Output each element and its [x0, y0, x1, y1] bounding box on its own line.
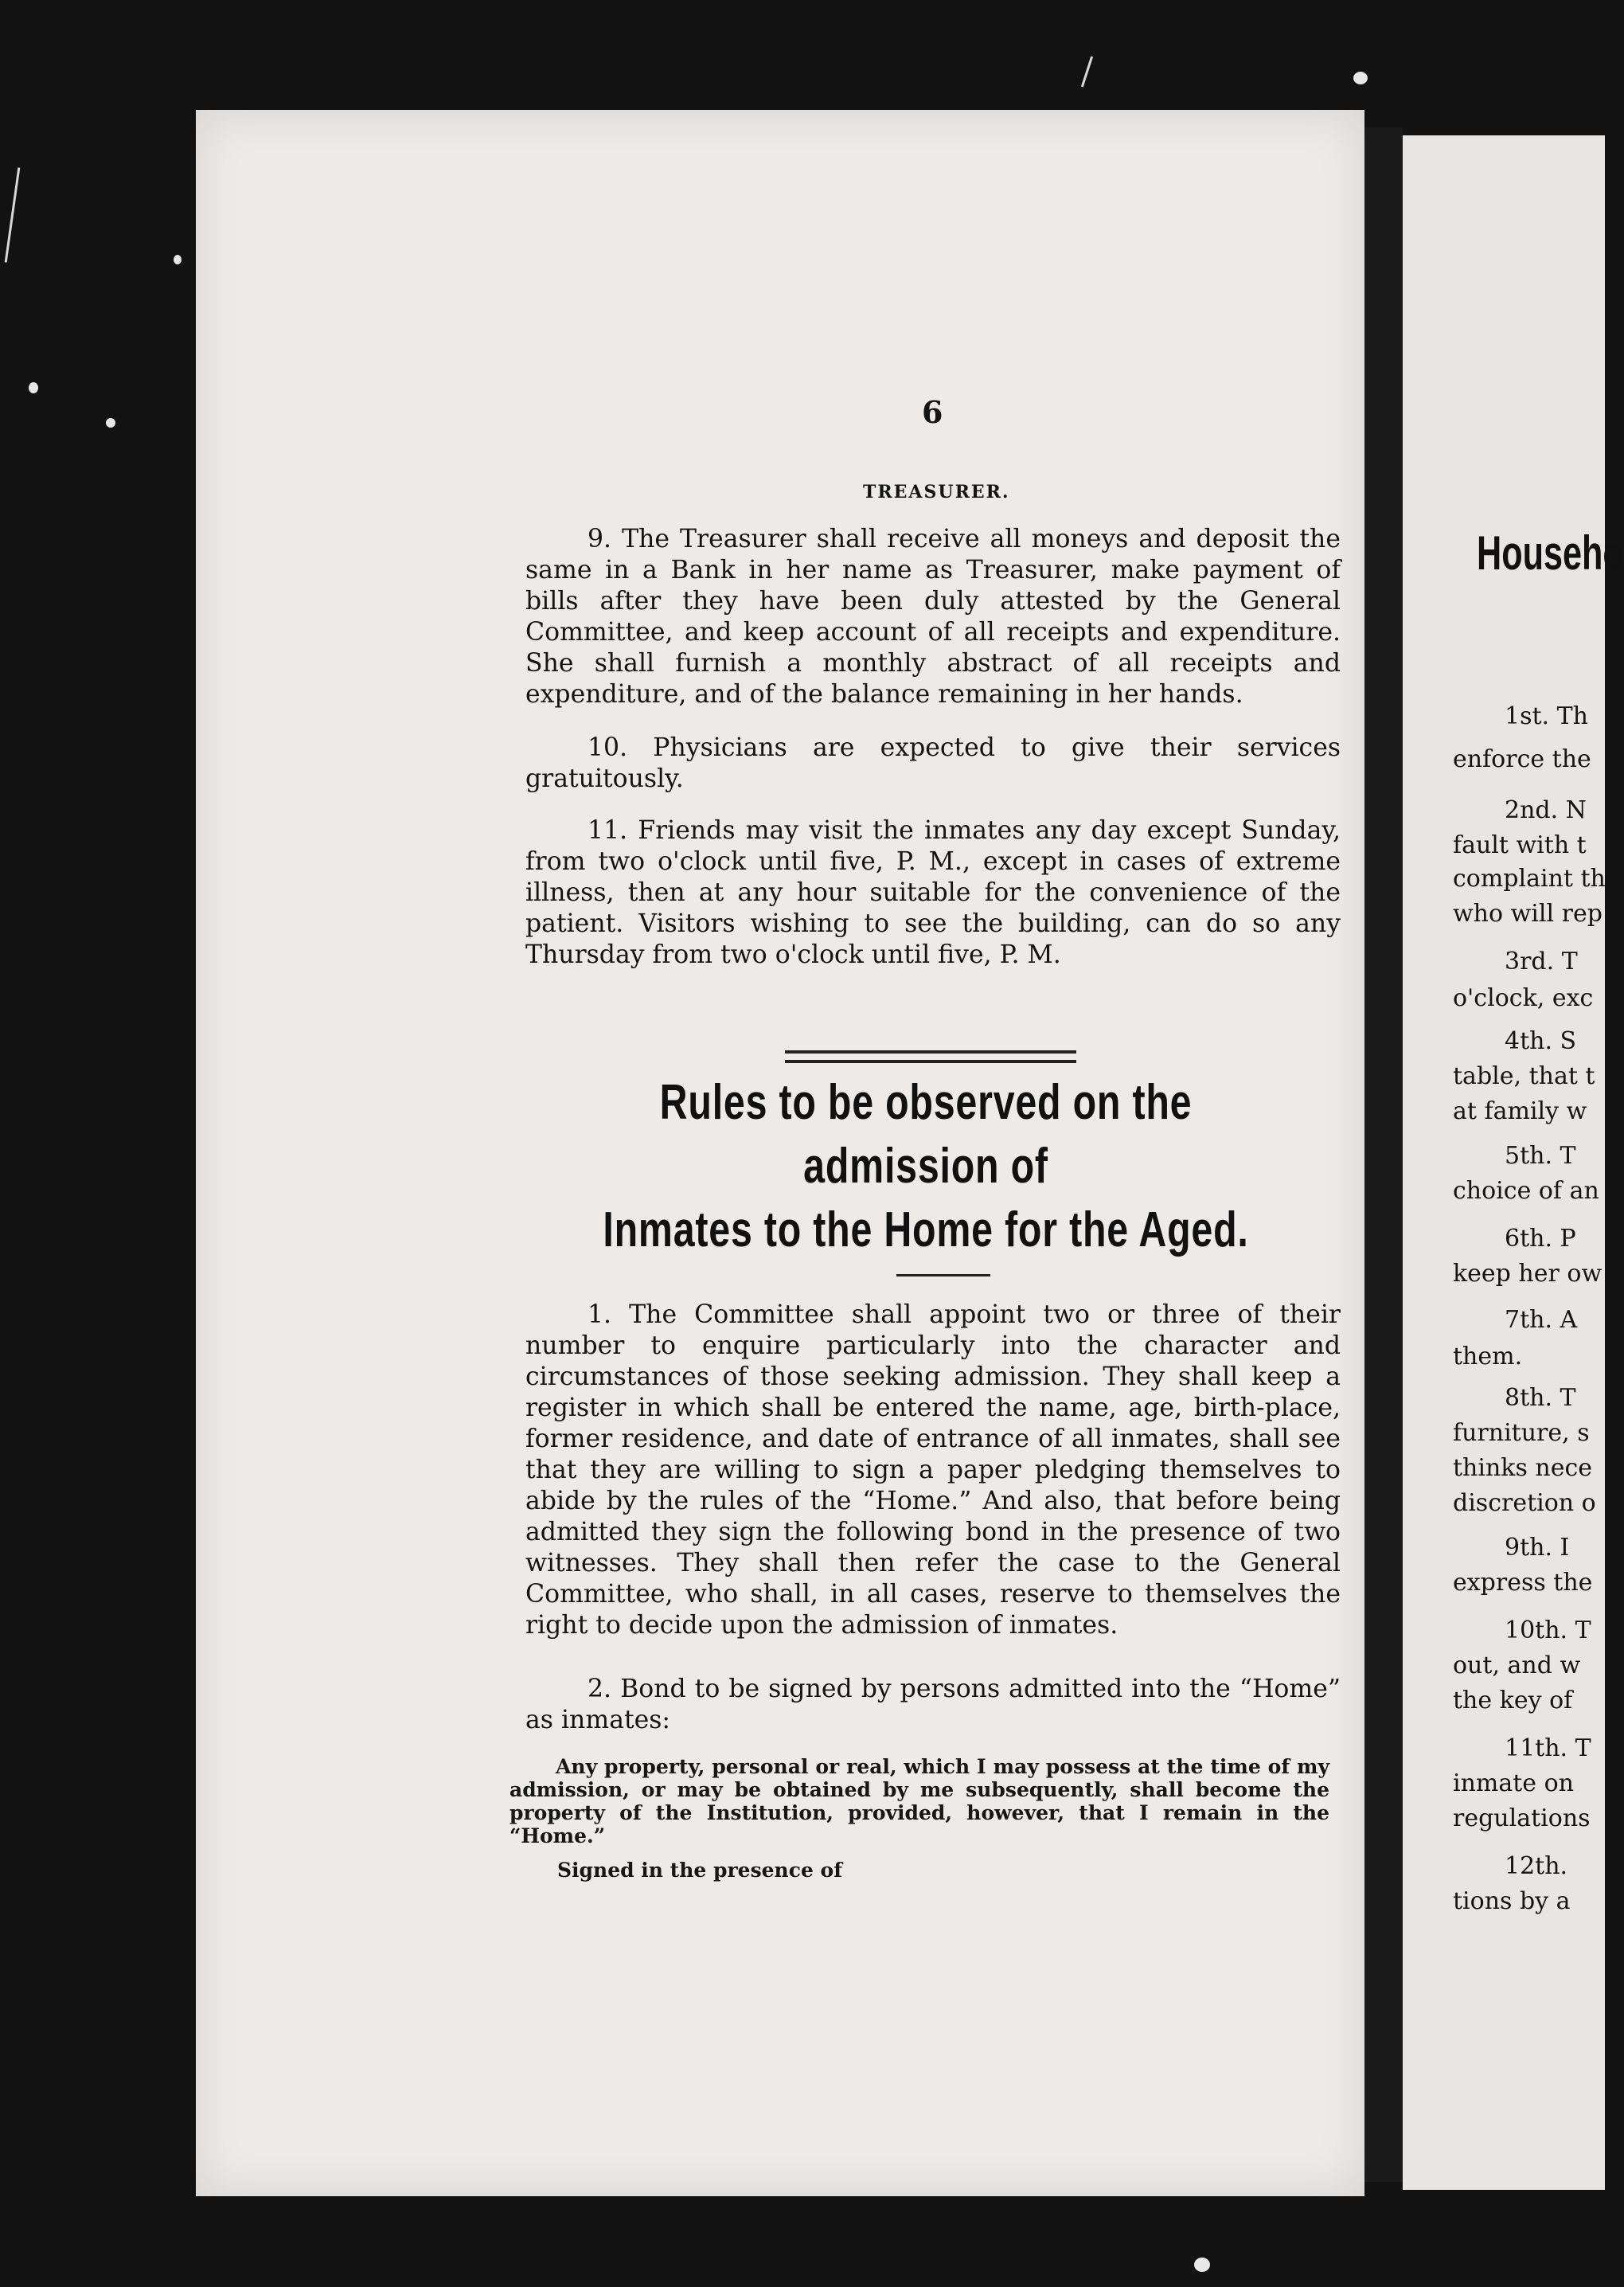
- right-page-line: 5th. T: [1505, 1142, 1576, 1170]
- right-page-line: 12th.: [1505, 1852, 1568, 1880]
- paragraph-9-treasurer: 9. The Treasurer shall receive all moneys and deposit the same in a Bank in her name as Treasurer, make payment of bills after they have been duly attested by the General Committee, and keep account of all receipts and expenditure. She shall furnish a monthly abstract of all receipts and expenditure, and of the balance remaining in her hands.: [525, 525, 1341, 709]
- right-page-line: 8th. T: [1505, 1384, 1576, 1412]
- right-page-line: 1st. Th: [1505, 702, 1588, 730]
- right-page-line: 7th. A: [1505, 1306, 1578, 1334]
- paragraph-10-physicians: 10. Physicians are expected to give their services gratuitously.: [525, 733, 1341, 793]
- scan-artifact-line: [1081, 57, 1093, 88]
- right-page-line: at family w: [1453, 1097, 1587, 1125]
- right-page-line: 2nd. N: [1505, 796, 1587, 824]
- right-page-line: 4th. S: [1505, 1027, 1577, 1055]
- page-number: 6: [922, 394, 943, 430]
- right-page-heading-fragment: Househo: [1477, 526, 1624, 580]
- scan-speck: [174, 255, 182, 264]
- paragraph-11-visitors: 11. Friends may visit the inmates any day except Sunday, from two o'clock until five, P. M., except in cases of extreme illness, then at any hour suitable for the convenience of the patient. Visitors wishing to see the building, can do so any Thursday from two o'clock until five, P. M.: [525, 816, 1341, 969]
- rules-title-line-1: Rules to be observed on the admission of: [659, 1075, 1193, 1194]
- section-heading-treasurer: TREASURER.: [863, 482, 1010, 502]
- right-page-line: choice of an: [1453, 1177, 1599, 1205]
- right-page-line: them.: [1453, 1343, 1523, 1370]
- scan-artifact-line: [5, 167, 21, 262]
- scan-speck: [106, 418, 115, 428]
- right-page-line: out, and w: [1453, 1652, 1581, 1679]
- rule-1-committee: 1. The Committee shall appoint two or three of their number to enquire particularly into the character and circumstances of those seeking admission. They shall keep a register in which shall be entered the name, age, birth-place, former residence, and date of entrance of all inmates, shall see that they are willing to sign a paper pledging themselves to abide by the rules of the “Home.” And also, that before being admitted they sign the following bond in the presence of two witnesses. They shall then refer the case to the General Committee, who shall, in all cases, reserve to themselves the right to decide upon the admission of inmates.: [525, 1300, 1341, 1640]
- bond-text: Any property, personal or real, which I may possess at the time of my admission, or may be obtained by me subsequently, shall become the property of the Institution, provided, however, that I remain in the “Home.”: [509, 1755, 1329, 1847]
- scan-speck: [1353, 72, 1368, 84]
- double-rule-divider: [785, 1050, 1076, 1063]
- rules-title-line-2: Inmates to the Home for the Aged.: [603, 1202, 1249, 1257]
- right-page-line: inmate on: [1453, 1769, 1574, 1797]
- right-page-line: who will rep: [1453, 900, 1603, 928]
- right-page-line: o'clock, exc: [1453, 984, 1594, 1012]
- right-page-line: enforce the: [1453, 745, 1591, 773]
- book-gutter: [1364, 127, 1403, 2182]
- right-page-line: keep her ow: [1453, 1260, 1603, 1288]
- right-page-line: table, that t: [1453, 1062, 1595, 1090]
- right-page-line: discretion o: [1453, 1489, 1596, 1517]
- right-page-line: 10th. T: [1505, 1617, 1591, 1644]
- right-page-line: 6th. P: [1505, 1225, 1576, 1253]
- rules-title: [601, 1071, 1251, 1262]
- right-page-line: 11th. T: [1505, 1734, 1591, 1762]
- right-page-line: regulations: [1453, 1804, 1591, 1832]
- right-page-line: tions by a: [1453, 1887, 1571, 1915]
- right-page-line: furniture, s: [1453, 1419, 1590, 1447]
- signed-in-presence-line: Signed in the presence of: [557, 1859, 842, 1882]
- right-page-line: thinks nece: [1453, 1454, 1593, 1482]
- right-page-line: 9th. I: [1505, 1534, 1570, 1562]
- scan-speck: [29, 382, 38, 393]
- scan-speck: [1194, 2258, 1210, 2272]
- right-page-line: complaint th: [1453, 865, 1606, 893]
- right-page-line: 3rd. T: [1505, 948, 1578, 975]
- right-page-line: the key of: [1453, 1687, 1573, 1714]
- rule-2-bond: 2. Bond to be signed by persons admitted into the “Home” as inmates:: [525, 1675, 1341, 1734]
- right-page-line: express the: [1453, 1569, 1593, 1597]
- short-rule-divider: [896, 1274, 990, 1276]
- right-page-line: fault with t: [1453, 831, 1587, 859]
